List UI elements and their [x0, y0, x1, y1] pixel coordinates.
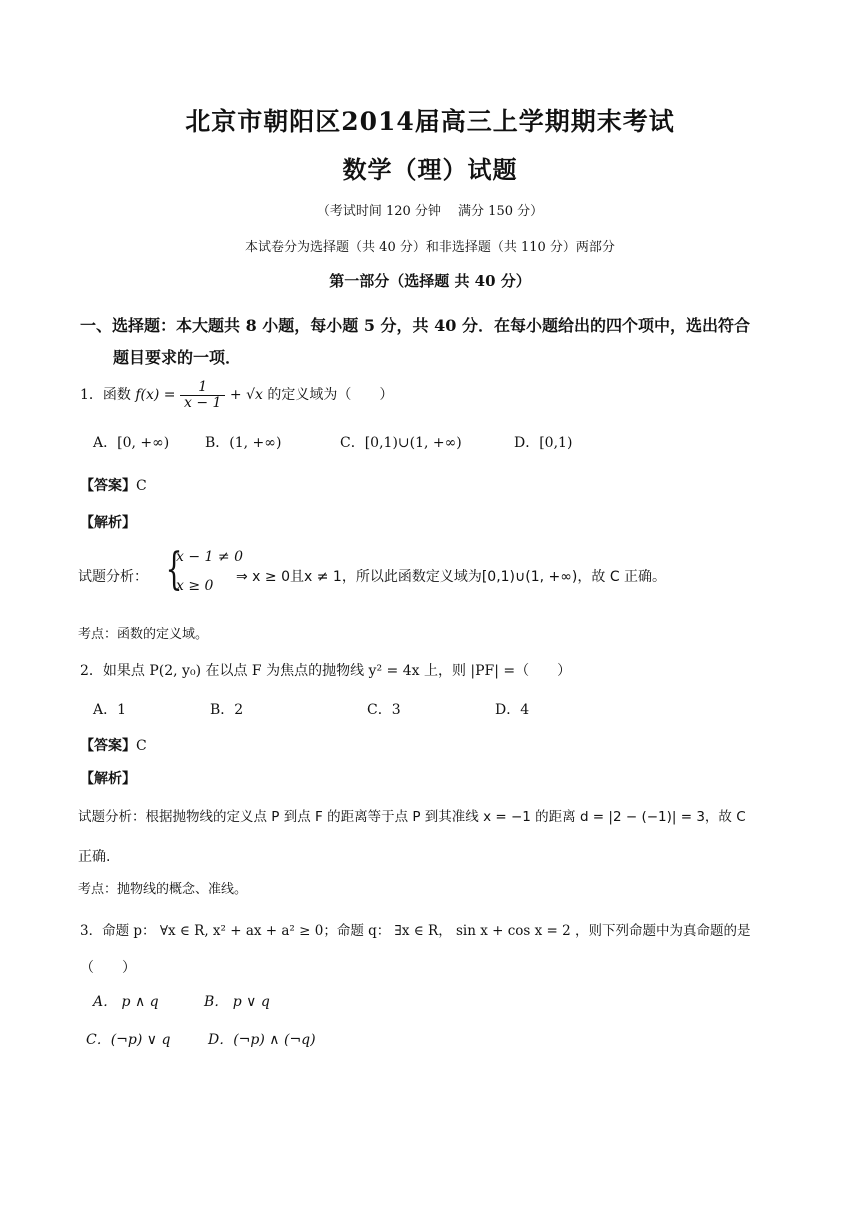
q2-kaodian: 考点：抛物线的概念、准线。 [78, 882, 248, 897]
q1-option-c: C．[0,1)∪(1, +∞) [340, 435, 462, 451]
q2-answer-label: 【答案】 [80, 738, 136, 754]
question-2-stem: 2．如果点 P(2, y₀) 在以点 F 为焦点的抛物线 y² = 4x 上，则 |PF| =（ ） [80, 663, 572, 679]
q1-sqrt-term: + √x [229, 387, 263, 404]
q2-analysis-line2: 正确. [78, 849, 111, 865]
q1-function: f(x) = [135, 387, 176, 404]
q3-option-c: C．(¬p) ∨ q [86, 1032, 171, 1048]
q1-answer-label: 【答案】 [80, 478, 136, 494]
q2-option-a: A．1 [93, 702, 127, 718]
q1-fraction [180, 380, 225, 410]
q1-analysis-label: 【解析】 [80, 515, 136, 531]
exam-composition-note: 本试卷分为选择题（共 40 分）和非选择题（共 110 分）两部分 [245, 240, 615, 255]
q2-answer-value: C [136, 738, 147, 754]
q1-answer [80, 475, 147, 495]
q1-frac-numerator: 1 [180, 380, 225, 396]
q1-option-a: A．[0, +∞) [93, 435, 170, 451]
document-subtitle: 数学（理）试题 [342, 155, 518, 184]
q1-kaodian: 考点：函数的定义域。 [78, 627, 209, 642]
q1-prefix: 1．函数 [80, 387, 136, 404]
section-heading-line1: 一、选择题：本大题共 8 小题，每小题 5 分，共 40 分．在每小题给出的四个项中，选出符合 [80, 316, 750, 335]
document-title: 北京市朝阳区2014届高三上学期期末考试 [185, 107, 675, 136]
q2-option-c: C．3 [367, 702, 401, 718]
q1-option-d: D．[0,1) [514, 435, 573, 451]
q2-analysis-label: 【解析】 [80, 771, 136, 787]
q3-option-d: D．(¬p) ∧ (¬q) [208, 1032, 316, 1048]
q1-analysis-prefix: 试题分析： [78, 569, 148, 585]
q2-option-d: D．4 [495, 702, 530, 718]
q1-system-brace: { [165, 544, 183, 595]
q3-option-b: B． p ∨ q [204, 994, 270, 1010]
q1-answer-value: C [136, 478, 147, 494]
q1-analysis-body: ⇒ x ≥ 0且x ≠ 1，所以此函数定义域为[0,1)∪(1, +∞)，故 C 正确。 [236, 569, 667, 585]
question-3-stem-line2: （ ） [80, 960, 136, 976]
q1-condition-1: x − 1 ≠ 0 [176, 549, 243, 565]
part-one-heading: 第一部分（选择题 共 40 分） [329, 272, 531, 290]
q1-condition-2: x ≥ 0 [176, 578, 214, 594]
exam-time-note: （考试时间 120 分钟 满分 150 分） [316, 204, 544, 219]
section-heading-line2: 题目要求的一项． [113, 348, 242, 367]
q1-option-b: B．(1, +∞) [205, 435, 282, 451]
q3-option-a: A． p ∧ q [93, 994, 159, 1010]
question-1-stem [80, 380, 393, 410]
q2-answer [80, 735, 147, 755]
q1-frac-denominator: x − 1 [184, 394, 222, 411]
q1-suffix: 的定义域为（ ） [267, 387, 394, 404]
q2-option-b: B．2 [210, 702, 244, 718]
q2-analysis-line1: 试题分析：根据抛物线的定义点 P 到点 F 的距离等于点 P 到其准线 x = −1 的距离 d = |2 − (−1)| = 3，故 C [78, 809, 746, 825]
question-3-stem-line1: 3．命题 p： ∀x ∈ R, x² + ax + a² ≥ 0；命题 q： ∃x ∈ R， sin x + cos x = 2 ，则下列命题中为真命题的是 [80, 923, 751, 939]
